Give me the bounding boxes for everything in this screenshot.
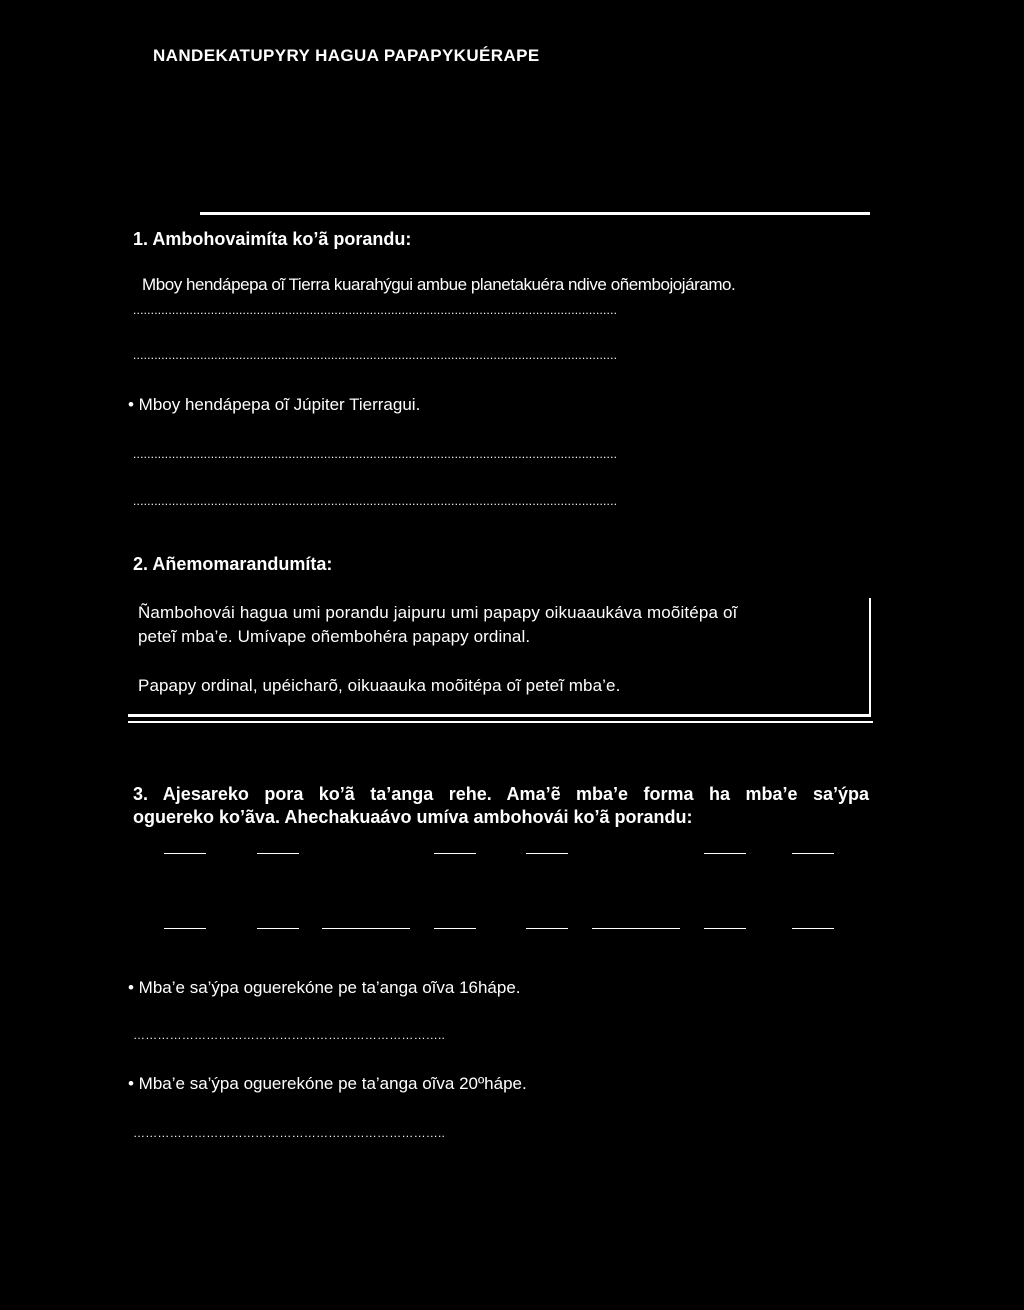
section3-title-line-1: 3. Ajesareko pora ko’ã ta’anga rehe. Ama’ẽ mba’e forma ha mba’e sa’ýpa <box>133 784 869 804</box>
blank-row1-6[interactable] <box>792 853 834 854</box>
blank-row1-1[interactable] <box>164 853 206 854</box>
answer-dots-1b-1[interactable]: ......................................................................................................................................... <box>133 447 618 461</box>
answer-dots-3a[interactable]: ………………………………………………………………….. <box>133 1028 446 1042</box>
answer-dots-1a-2[interactable]: ......................................................................................................................................... <box>133 348 618 362</box>
blank-row2-3[interactable] <box>322 928 410 929</box>
blank-row2-5[interactable] <box>526 928 568 929</box>
answer-dots-3b[interactable]: ………………………………………………………………….. <box>133 1126 446 1140</box>
section-divider-top <box>200 212 870 215</box>
blank-row2-1[interactable] <box>164 928 206 929</box>
section2-title: 2. Añemomarandumíta: <box>133 554 333 574</box>
section2-line-2: peteĩ mba’e. Umívape oñembohéra papapy ordinal. <box>138 627 531 646</box>
section3-question-a: • Mba’e sa’ýpa oguerekóne pe ta’anga oĩva 16hápe. <box>128 978 521 997</box>
page-title: NANDEKATUPYRY HAGUA PAPAPYKUÉRAPE <box>153 46 540 65</box>
blank-row1-4[interactable] <box>526 853 568 854</box>
blank-row1-3[interactable] <box>434 853 476 854</box>
blank-row2-2[interactable] <box>257 928 299 929</box>
blank-row1-5[interactable] <box>704 853 746 854</box>
blank-row2-8[interactable] <box>792 928 834 929</box>
section1-question-a: Mboy hendápepa oĩ Tierra kuarahýgui ambue planetakuéra ndive oñembojojáramo. <box>142 275 736 294</box>
section1-title: 1. Ambohovaimíta ko’ã porandu: <box>133 229 412 249</box>
answer-dots-1b-2[interactable]: ......................................................................................................................................... <box>133 494 618 508</box>
section2-line-3: Papapy ordinal, upéicharõ, oikuaauka moõitépa oĩ peteĩ mba’e. <box>138 676 621 695</box>
section3-title-line-2: oguereko ko’ãva. Ahechakuaávo umíva ambohovái ko’ã porandu: <box>133 807 693 827</box>
section3-question-b: • Mba’e sa’ýpa oguerekóne pe ta’anga oĩva 20ºhápe. <box>128 1074 527 1093</box>
answer-dots-1a-1[interactable]: ......................................................................................................................................... <box>133 303 618 317</box>
blank-row2-6[interactable] <box>592 928 680 929</box>
info-box-border-right <box>869 598 871 716</box>
blank-row2-7[interactable] <box>704 928 746 929</box>
info-box-border-bottom-2 <box>128 721 873 723</box>
info-box-border-bottom <box>128 714 871 717</box>
blank-row2-4[interactable] <box>434 928 476 929</box>
section1-question-b: • Mboy hendápepa oĩ Júpiter Tierragui. <box>128 395 421 414</box>
section2-line-1: Ñambohovái hagua umi porandu jaipuru umi papapy oikuaaukáva moõitépa oĩ <box>138 603 738 622</box>
blank-row1-2[interactable] <box>257 853 299 854</box>
